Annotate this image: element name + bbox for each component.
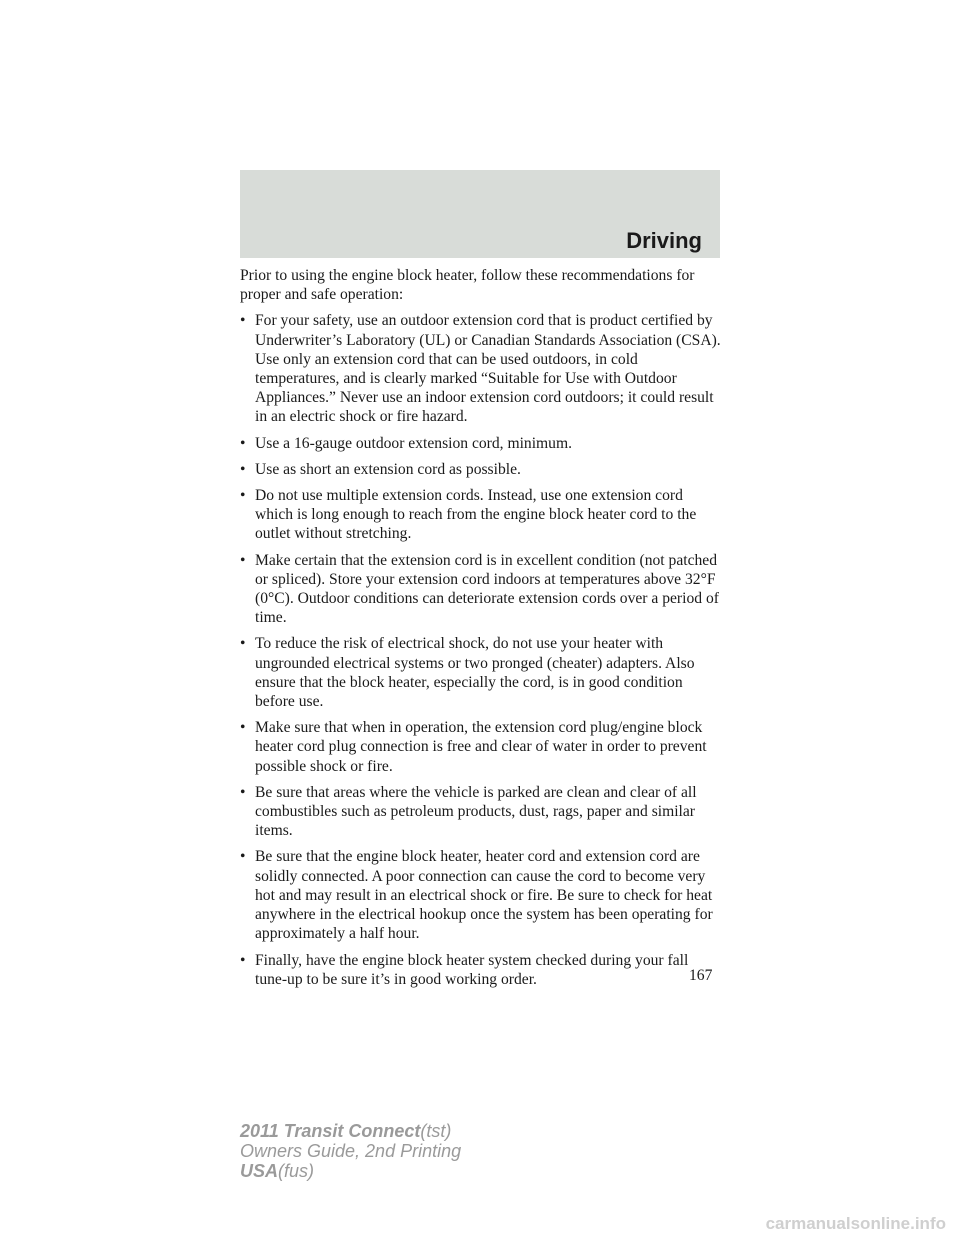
list-item-text: To reduce the risk of electrical shock, do not use your heater with ungrounded electrical systems or two pronged (cheater) adapters. Also ensure that the block heater, especially the cord, is in good condition before use. xyxy=(255,635,695,711)
bullet-icon: • xyxy=(240,783,246,801)
list-item xyxy=(240,847,724,943)
list-item-text: Make sure that when in operation, the extension cord plug/engine block heater cord plug connection is free and clear of water in order to prevent possible shock or fire. xyxy=(255,719,707,775)
footer-model-name: 2011 Transit Connect xyxy=(240,1121,421,1141)
section-header-band xyxy=(240,170,720,258)
list-item-text: Make certain that the extension cord is in excellent condition (not patched or spliced). Store your extension cord indoors at temperatures above 32°F (0°C). Outdoor conditions can deteriorate extension cords over a period of time. xyxy=(255,551,719,627)
list-item-text: For your safety, use an outdoor extension cord that is product certified by Underwriter’s Laboratory (UL) or Canadian Standards Association (CSA). Use only an extension cord that can be used outdoors, in cold temperatures, and is clearly marked “Suitable for Use with Outdoor Appliances.” Never use an indoor extension cord outdoors; it could result in an electric shock or fire hazard. xyxy=(255,312,721,426)
footer-line-market xyxy=(240,1161,461,1181)
list-item xyxy=(240,718,724,776)
page-number: 167 xyxy=(689,967,713,984)
list-item-text: Use as short an extension cord as possible. xyxy=(255,460,521,478)
list-item xyxy=(240,486,724,544)
bullet-icon: • xyxy=(240,719,246,737)
intro-paragraph: Prior to using the engine block heater, follow these recommendations for proper and safe operation: xyxy=(240,267,695,304)
bullet-icon: • xyxy=(240,848,246,866)
bullet-icon: • xyxy=(240,635,246,653)
list-item xyxy=(240,951,724,989)
list-item-text: Be sure that areas where the vehicle is parked are clean and clear of all combustibles such as petroleum products, dust, rags, paper and similar items. xyxy=(255,783,697,840)
footer-market-name: USA xyxy=(240,1161,279,1181)
list-item xyxy=(240,634,724,711)
document-footer xyxy=(240,1121,461,1181)
footer-model-code: (tst) xyxy=(420,1121,452,1141)
watermark-text: carmanualsonline.info xyxy=(765,1214,946,1233)
footer-market-code: (fus) xyxy=(278,1161,315,1181)
list-item-text: Finally, have the engine block heater system checked during your fall tune-up to be sure it’s in good working order. xyxy=(255,951,689,988)
page-content xyxy=(240,266,724,996)
bullet-icon: • xyxy=(240,312,246,330)
recommendation-list xyxy=(240,311,724,989)
footer-line-model xyxy=(240,1121,461,1141)
bullet-icon: • xyxy=(240,951,246,969)
bullet-icon: • xyxy=(240,487,246,505)
list-item xyxy=(240,434,724,453)
bullet-icon: • xyxy=(240,551,246,569)
footer-line-printing: Owners Guide, 2nd Printing xyxy=(240,1141,462,1161)
list-item-text: Do not use multiple extension cords. Instead, use one extension cord which is long enough to reach from the engine block heater cord to the outlet without stretching. xyxy=(255,487,697,543)
list-item xyxy=(240,551,724,628)
bullet-icon: • xyxy=(240,434,246,452)
list-item-text: Be sure that the engine block heater, heater cord and extension cord are solidly connected. A poor connection can cause the cord to become very hot and may result in an electrical shock or fire. Be sure to check for heat anywhere in the electrical hookup once the system has been operating for approximately a half hour. xyxy=(255,848,713,943)
section-title: Driving xyxy=(626,228,702,253)
list-item-text: Use a 16-gauge outdoor extension cord, minimum. xyxy=(255,434,573,452)
list-item xyxy=(240,783,724,841)
bullet-icon: • xyxy=(240,460,246,478)
list-item xyxy=(240,460,724,479)
list-item xyxy=(240,311,724,426)
